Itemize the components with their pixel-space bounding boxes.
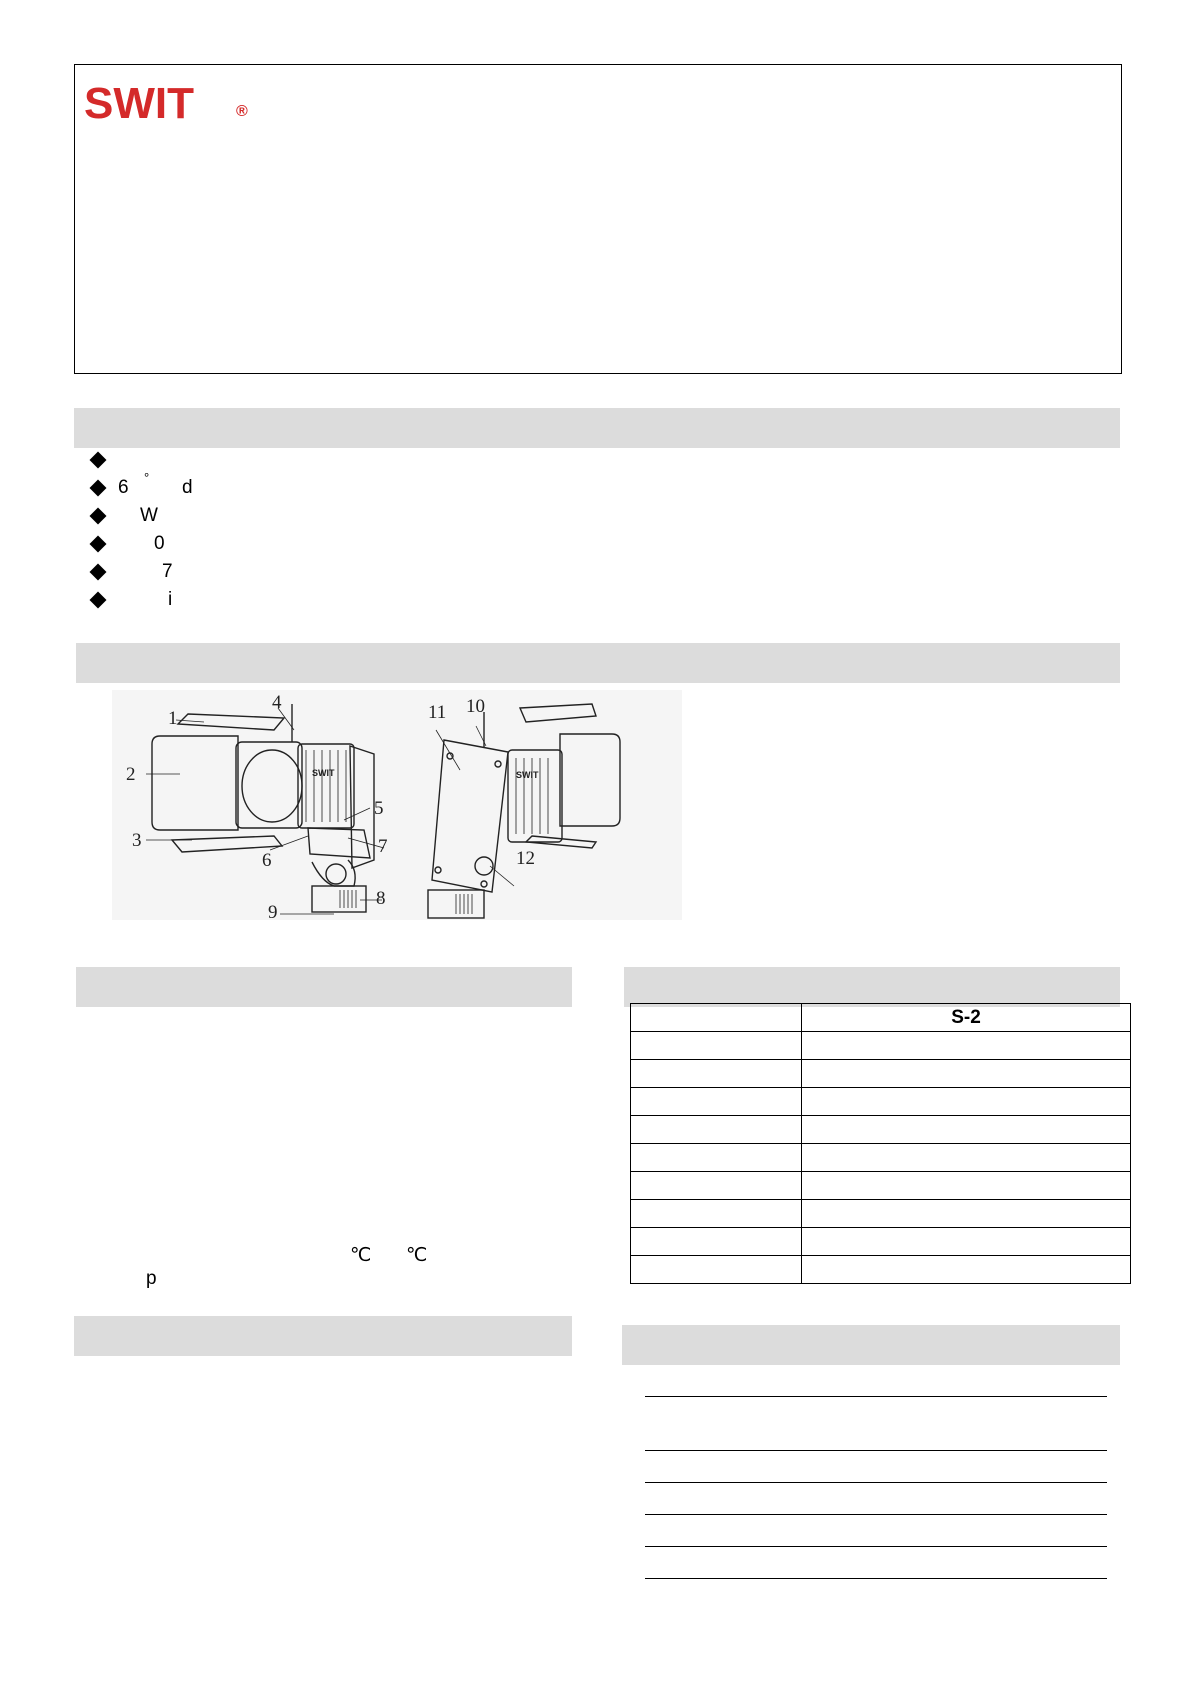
spec-label-cell	[631, 1172, 802, 1200]
table-row	[631, 1256, 1131, 1284]
spec-label-cell	[631, 1144, 802, 1172]
table-row	[631, 1060, 1131, 1088]
diamond-bullet-icon	[90, 536, 107, 553]
feature-item	[86, 558, 486, 586]
section-bar-package	[622, 1325, 1120, 1365]
rear-barndoor-right	[560, 734, 620, 826]
spec-value-cell	[802, 1144, 1131, 1172]
callout-8: 8	[376, 888, 386, 909]
package-rule	[645, 1514, 1107, 1515]
diamond-bullet-icon	[90, 452, 107, 469]
table-row	[631, 1172, 1131, 1200]
lens	[242, 750, 302, 822]
section-bar-notes	[74, 1316, 572, 1356]
feature-item	[86, 586, 486, 614]
callout-5: 5	[374, 798, 384, 819]
temp-unit-high: ℃	[406, 1245, 428, 1266]
spec-value-cell	[802, 1116, 1131, 1144]
table-row	[631, 1088, 1131, 1116]
spec-label-cell	[631, 1004, 802, 1032]
feature-fragment: i	[168, 589, 173, 610]
feature-list	[86, 446, 486, 614]
feature-item	[86, 470, 486, 502]
feature-fragment: 6	[118, 477, 129, 498]
section-bar-parts	[76, 643, 1120, 683]
table-row	[631, 1116, 1131, 1144]
temp-unit-low: ℃	[350, 1245, 372, 1266]
spec-label-cell	[631, 1032, 802, 1060]
package-rule	[645, 1450, 1107, 1451]
spec-value-cell	[802, 1032, 1131, 1060]
table-row	[631, 1228, 1131, 1256]
callout-10: 10	[466, 696, 485, 717]
package-rule	[645, 1578, 1107, 1579]
table-row	[631, 1200, 1131, 1228]
section-bar-operation	[76, 967, 572, 1007]
spec-value-cell	[802, 1172, 1131, 1200]
package-rule	[645, 1546, 1107, 1547]
diamond-bullet-icon	[90, 564, 107, 581]
rear-barndoor-top	[520, 704, 596, 722]
section-bar-features	[74, 408, 1120, 448]
diamond-bullet-icon	[90, 592, 107, 609]
feature-fragment: W	[140, 505, 158, 526]
barndoor-top	[178, 714, 284, 730]
control-panel	[308, 828, 370, 858]
feature-fragment: d	[182, 477, 193, 498]
swit-logo	[84, 80, 264, 124]
feature-item	[86, 502, 486, 530]
diamond-bullet-icon	[90, 480, 107, 497]
callout-11: 11	[428, 702, 447, 723]
spec-value-cell	[802, 1256, 1131, 1284]
svg-text:SWIT: SWIT	[84, 80, 194, 124]
spec-model-cell: S-2	[802, 1004, 1131, 1032]
feature-fragment: 7	[162, 561, 173, 582]
shoe-block	[312, 886, 366, 912]
feature-fragment: 0	[154, 533, 165, 554]
operation-fragment: p	[146, 1268, 157, 1289]
spec-label-cell	[631, 1116, 802, 1144]
package-rule	[645, 1482, 1107, 1483]
callout-7: 7	[378, 836, 388, 857]
section-bar-specifications	[624, 967, 1120, 1007]
unit-logo-front: SWIT	[312, 768, 335, 778]
spec-label-cell	[631, 1228, 802, 1256]
lens-housing	[236, 742, 302, 828]
callout-3: 3	[132, 830, 142, 851]
callout-9: 9	[268, 902, 278, 920]
rear-battery-plate	[432, 740, 508, 892]
spec-value-cell	[802, 1200, 1131, 1228]
unit-logo-rear: SWIT	[516, 770, 539, 780]
product-diagram	[112, 690, 682, 920]
table-row	[631, 1004, 1131, 1032]
callout-2: 2	[126, 764, 136, 785]
mount-knob	[326, 864, 346, 884]
callout-6: 6	[262, 850, 272, 871]
spec-label-cell	[631, 1060, 802, 1088]
spec-label-cell	[631, 1088, 802, 1116]
spec-value-cell	[802, 1060, 1131, 1088]
table-row	[631, 1144, 1131, 1172]
feature-fragment: °	[144, 470, 150, 485]
callout-1: 1	[168, 708, 178, 729]
svg-text:®: ®	[236, 103, 248, 120]
table-row	[631, 1032, 1131, 1060]
spec-value-cell	[802, 1228, 1131, 1256]
callout-4: 4	[272, 692, 282, 713]
diamond-bullet-icon	[90, 508, 107, 525]
callout-12: 12	[516, 848, 535, 869]
package-rule	[645, 1396, 1107, 1397]
spec-value-cell	[802, 1088, 1131, 1116]
spec-table	[630, 1003, 1131, 1284]
feature-item	[86, 530, 486, 558]
spec-label-cell	[631, 1200, 802, 1228]
spec-label-cell	[631, 1256, 802, 1284]
barndoor-left	[152, 736, 238, 830]
